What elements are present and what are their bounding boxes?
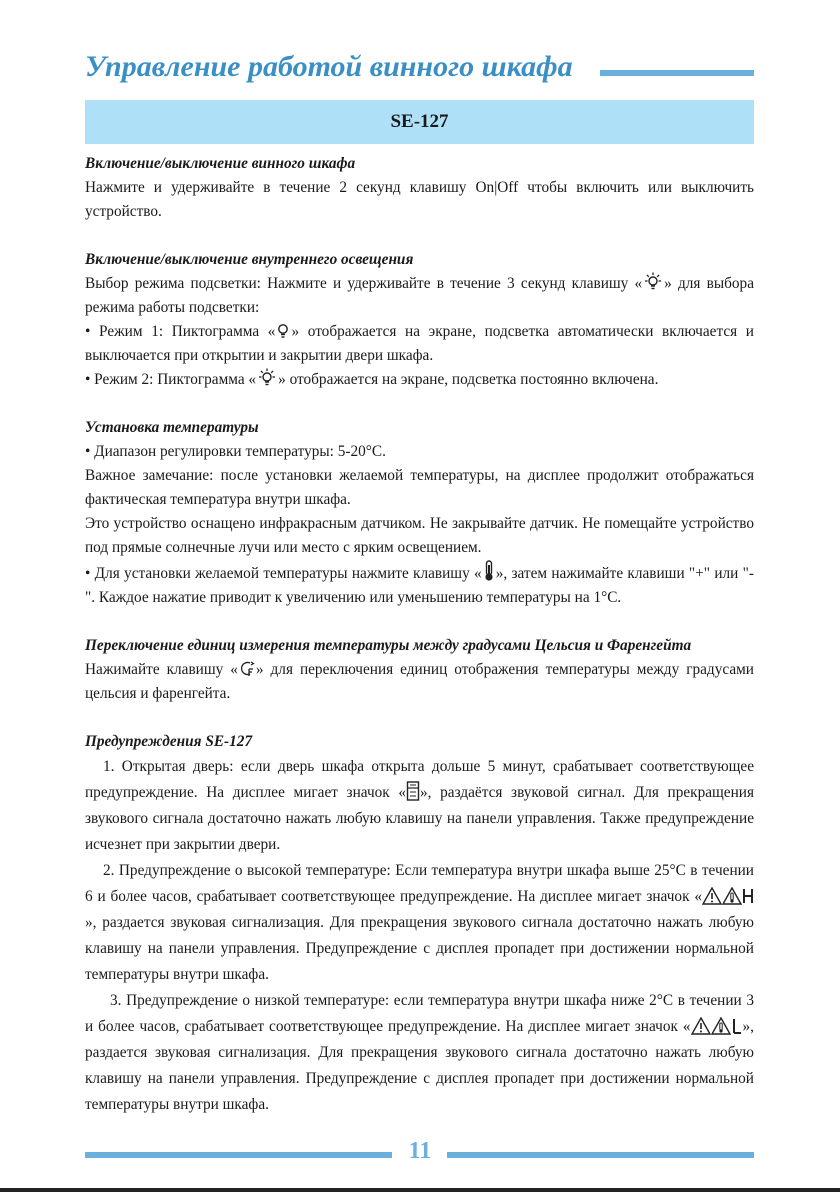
celsius-fahrenheit-icon <box>238 660 256 678</box>
page-number: 11 <box>408 1138 432 1164</box>
section-heading-warnings: Предупреждения SE-127 <box>85 733 253 750</box>
door-icon <box>406 781 420 801</box>
warning-thermometer-icon <box>711 1017 731 1035</box>
lightbulb-rays-icon <box>256 368 278 388</box>
letter-l-icon <box>731 1017 743 1035</box>
section-heading-light: Включение/выключение внутреннего освещения <box>85 251 414 268</box>
bottom-edge-rule <box>0 1188 840 1192</box>
paragraph-light-select: Выбор режима подсветки: Нажмите и удерживайте в течение 3 секунд клавишу « » для выбора режима работы подсветки: <box>85 272 754 320</box>
warning-thermometer-icon <box>722 887 742 905</box>
content <box>85 152 754 1118</box>
paragraph-temp-sensor: Это устройство оснащено инфракрасным датчиком. Не закрывайте датчик. Не помещайте устройство под прямые солнечные лучи или место с ярким освещением. <box>85 515 754 556</box>
footer-rule-left <box>85 1152 392 1158</box>
paragraph-warning-door: 1. Открытая дверь: если дверь шкафа открыта дольше 5 минут, срабатывает соответствующее предупреждение. На дисплее мигает значок « », раздаётся звуковой сигнал. Для прекращения звукового сигнала достаточно нажать любую клавишу на панели управления. Также предупреждение исчезнет при закрытии двери. <box>85 758 754 853</box>
paragraph-units: Нажимайте клавишу « » для переключения единиц отображения температуры между градусами цельсия и фаренгейта. <box>85 661 754 702</box>
model-label: SE-127 <box>390 111 449 132</box>
model-banner <box>85 100 754 144</box>
section-heading-units: Переключение единиц измерения температуры между градусами Цельсия и Фаренгейта <box>85 637 692 654</box>
page-title: Управление работой винного шкафа <box>85 50 573 83</box>
lightbulb-rays-icon <box>642 272 664 292</box>
paragraph-power: Нажмите и удерживайте в течение 2 секунд клавишу On|Off чтобы включить или выключить устройство. <box>85 179 754 220</box>
section-heading-temperature: Установка температуры <box>85 419 259 436</box>
paragraph-light-mode2: • Режим 2: Пиктограмма « » отображается на экране, подсветка постоянно включена. <box>85 368 754 392</box>
warning-triangle-icon <box>702 887 722 905</box>
paragraph-warning-high: 2. Предупреждение о высокой температуре: Если температура внутри шкафа выше 25°С в течении 6 и более часов, срабатывает соответствующее предупреждение. На дисплее мигает значок «», раздается звуковая сигнализация. Для прекращения звукового сигнала достаточно нажать любую клавишу на панели управления. Предупреждение с дисплея пропадет при достижении нормальной температуры внутри шкафа. <box>85 862 754 983</box>
paragraph-temp-set: • Для установки желаемой температуры нажмите клавишу « », затем нажимайте клавиши "+" или "-". Каждое нажатие приводит к увеличению или уменьшению температуры на 1°С. <box>85 560 754 610</box>
letter-h-icon <box>742 887 754 905</box>
thermometer-icon <box>482 560 496 582</box>
paragraph-temp-note: Важное замечание: после установки желаемой температуры, на дисплее продолжит отображаться фактическая температура внутри шкафа. <box>85 467 754 508</box>
footer-rule-right <box>447 1152 754 1158</box>
paragraph-light-mode1: • Режим 1: Пиктограмма « » отображается на экране, подсветка автоматически включается и выключается при открытии и закрытии двери шкафа. <box>85 323 754 364</box>
title-underline <box>600 70 754 76</box>
section-heading-power: Включение/выключение винного шкафа <box>85 155 356 172</box>
lightbulb-icon <box>275 322 291 340</box>
paragraph-warning-low: 3. Предупреждение о низкой температуре: если температура внутри шкафа ниже 2°С в течении 3 и более часов, срабатывает соответствующее предупреждение. На дисплее мигает значок « », раздается звуковая сигнализация. Для прекращения звукового сигнала достаточно нажать любую клавишу на панели управления. Предупреждение с дисплея пропадет при достижении нормальной температуры внутри шкафа. <box>85 992 754 1113</box>
warning-triangle-icon <box>691 1017 711 1035</box>
paragraph-temp-range: • Диапазон регулировки температуры: 5-20°С. <box>85 443 386 460</box>
